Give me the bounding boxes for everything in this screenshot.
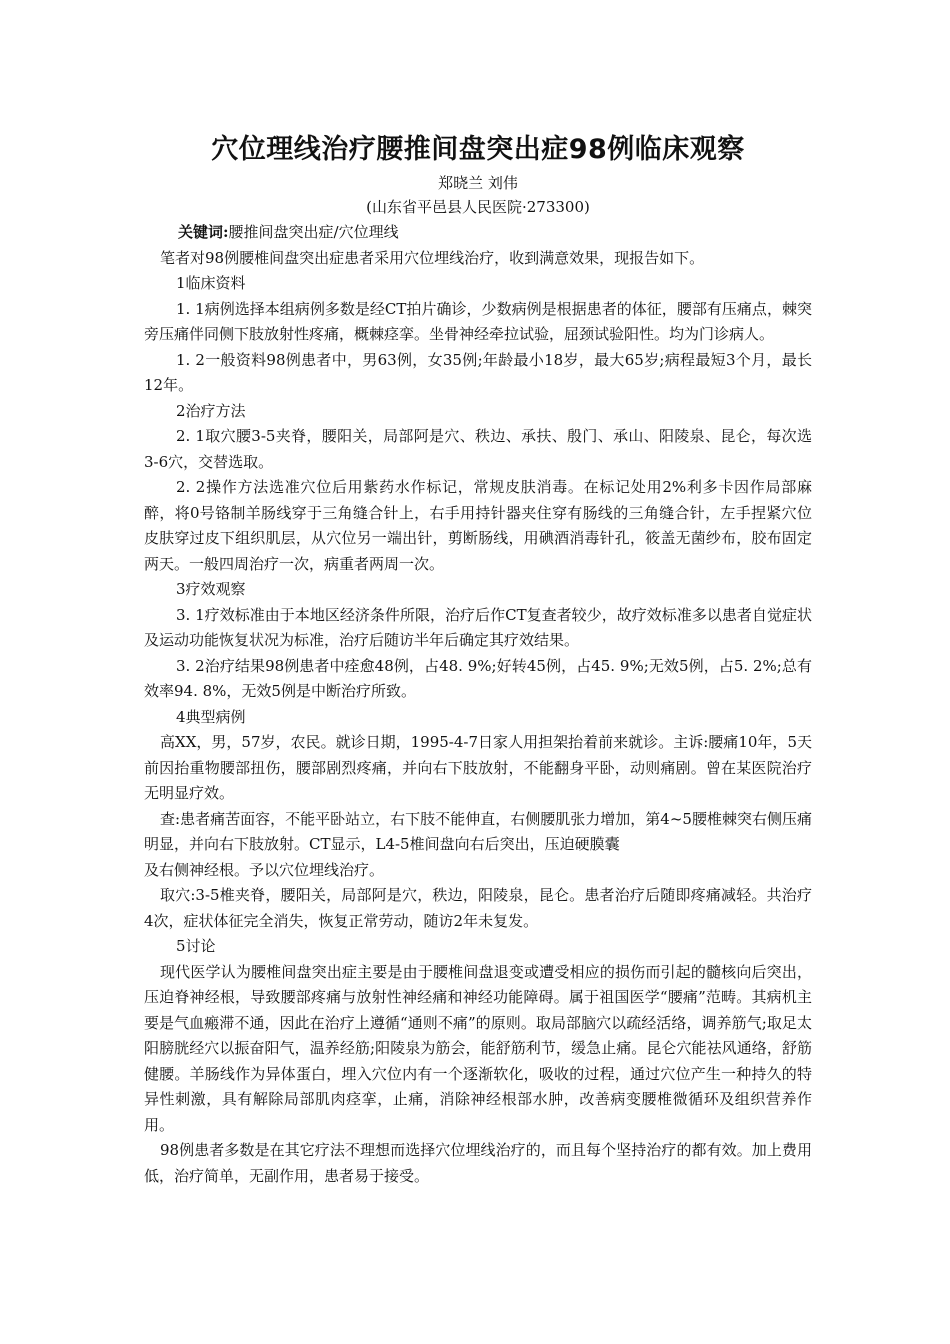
section-heading-5: 5讨论	[176, 937, 216, 955]
document-title: 穴位理线治疗腰推间盘突出症98例临床观察	[211, 134, 745, 165]
section-heading-1: 1临床资料	[176, 274, 246, 292]
paragraph-4-2: 查:患者痛苦面容，不能平卧站立，右下肢不能伸直，右侧腰肌张力增加，第4~5腰椎棘突右侧压痛明显，并向右下肢放射。CT显示，L4-5椎间盘向右后突出，压迫硬膜囊	[144, 809, 812, 853]
paragraph-4-2-continued: 及右侧神经根。予以穴位埋线治疗。	[144, 860, 385, 879]
keywords-label: 关键词:	[178, 223, 229, 241]
keywords-value: 腰推间盘突出症/穴位理线	[228, 223, 399, 241]
paragraph-1-1: 1. 1病例选择本组病例多数是经CT拍片确诊，少数病例是根据患者的体征，腰部有压痛点，棘突旁压痛伴同侧下肢放射性疼痛，概棘痉挛。坐骨神经牵拉试验，屈颈试验阳性。均为门诊病人。	[144, 299, 812, 343]
paragraph-5-2: 98例患者多数是在其它疗法不理想而选择穴位埋线治疗的，而且每个坚持治疗的都有效。加上费用低，治疗简单，无副作用，患者易于接受。	[144, 1141, 812, 1185]
paragraph-3-1: 3. 1疗效标准由于本地区经济条件所限，治疗后作CT复查者较少，故疗效标准多以患者自觉症状及运动功能恢复状况为标准，治疗后随访半年后确定其疗效结果。	[144, 605, 812, 649]
authors: 郑晓兰 刘伟	[438, 174, 518, 192]
paragraph-2-2: 2. 2操作方法选准穴位后用紫药水作标记，常规皮肤消毒。在标记处用2%利多卡因作局部麻醉，将0号铬制羊肠线穿于三角缝合针上，右手用持针器夹住穿有肠线的三角缝合针，左手捏紧穴位皮肤穿过皮下组织肌层，从穴位另一端出针，剪断肠线，用碘酒消毒针孔，筱盖无菌纱布，胶布固定两天。一般四周治疗一次，病重者两周一次。	[144, 478, 812, 573]
paragraph-5-1: 现代医学认为腰椎间盘突出症主要是由于腰椎间盘退变或遭受相应的损伤而引起的髓核向后突出，压迫脊神经根，导致腰部疼痛与放射性神经痛和神经功能障碍。属于祖国医学“腰痛”范畴。其病机主要是气血瘢滞不通，因此在治疗上遵循“通则不痛”的原则。取局部脑穴以疏经活络，调养筋气;取足太阳膀胱经穴以振奋阳气，温养经筋;阳陵泉为筋会，能舒筋利节，缓急止痛。昆仑穴能祛风通络，舒筋健腰。羊肠线作为异体蛋白，埋入穴位内有一个逐渐软化，吸收的过程，通过穴位产生一种持久的特异性刺激，具有解除局部肌肉痉挛，止痛，消除神经根部水肿，改善病变腰椎微循环及组织营养作用。	[144, 962, 812, 1134]
paragraph-2-1: 2. 1取穴腰3-5夹脊，腰阳关，局部阿是穴、秩边、承扶、殷门、承山、阳陵泉、昆仑，每次选3-6穴，交替选取。	[144, 427, 812, 471]
paragraph-4-1: 高XX，男，57岁，农民。就诊日期，1995-4-7日家人用担架抬着前来就诊。主诉:腰痛10年，5天前因抬重物腰部扭伤，腰部剧烈疼痛，并向右下肢放射，不能翻身平卧，动则痛剧。曾在某医院治疗无明显疗效。	[144, 733, 812, 802]
intro-paragraph: 笔者对98例腰椎间盘突出症患者采用穴位埋线治疗，收到满意效果，现报告如下。	[160, 248, 705, 267]
section-heading-4: 4典型病例	[176, 707, 246, 726]
section-heading-3: 3疗效观察	[176, 580, 246, 598]
article-body	[144, 220, 812, 1189]
keywords-line	[144, 220, 812, 246]
paragraph-4-3: 取穴:3-5椎夹脊，腰阳关，局部阿是穴，秩边，阳陵泉，昆仑。患者治疗后随即疼痛减轻。共治疗4次，症状体征完全消失，恢复正常劳动，随访2年未复发。	[144, 886, 812, 930]
section-heading-2: 2治疗方法	[176, 401, 246, 420]
affiliation: (山东省平邑县人民医院·273300)	[366, 198, 590, 216]
paragraph-1-2: 1. 2一般资料98例患者中，男63例，女35例;年龄最小18岁，最大65岁;病程最短3个月，最长12年。	[144, 350, 812, 394]
paragraph-3-2: 3. 2治疗结果98例患者中痊愈48例，占48. 9%;好转45例，占45. 9%;无效5例，占5. 2%;总有效率94. 8%，无效5例是中断治疗所致。	[144, 656, 812, 700]
document-page	[144, 128, 812, 1189]
